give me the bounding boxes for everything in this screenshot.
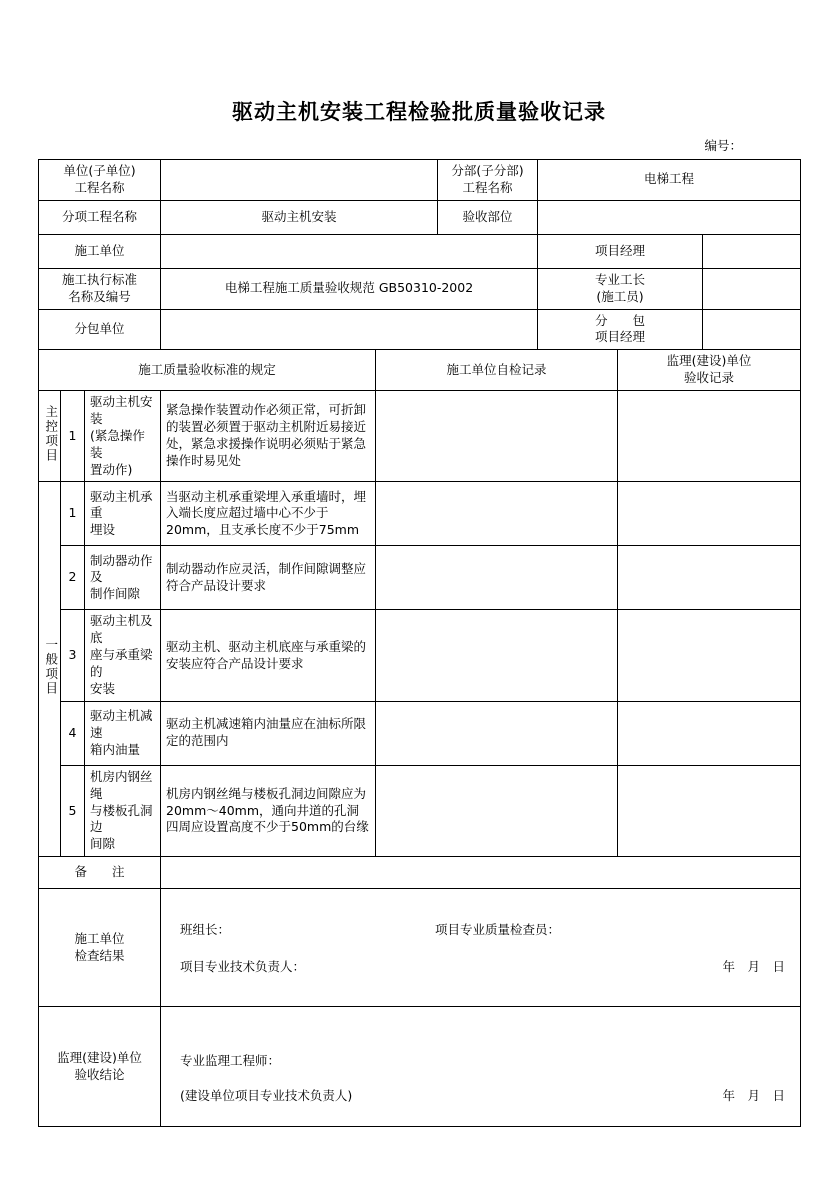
foreman-value[interactable] [703, 268, 801, 309]
item-requirement: 紧急操作装置动作必须正常，可折卸的装置必须置于驱动主机附近易接近处，紧急求援操作说明必须贴于紧急操作时易见处 [161, 391, 376, 482]
item-no: 2 [61, 546, 85, 610]
item-name: 机房内钢丝绳 与楼板孔洞边 间隙 [85, 765, 161, 856]
standard-value[interactable]: 电梯工程施工质量验收规范 GB50310-2002 [161, 268, 538, 309]
inspection-record-table [38, 159, 801, 1127]
table-row [39, 160, 801, 201]
item-supervision-value[interactable] [618, 482, 801, 546]
unit-project-label: 单位(子单位) 工程名称 [39, 160, 161, 201]
item-self-check-value[interactable] [376, 391, 618, 482]
self-check-header: 施工单位自检记录 [376, 350, 618, 391]
sub-project-manager-value[interactable] [703, 309, 801, 350]
supervision-conclusion-label: 监理(建设)单位 验收结论 [39, 1007, 161, 1127]
tech-manager-label: 项目专业技术负责人： [180, 958, 306, 974]
supervision-date-label: 年 月 日 [722, 1087, 786, 1103]
table-row [39, 701, 801, 765]
item-supervision-value[interactable] [618, 701, 801, 765]
construction-date-label: 年 月 日 [722, 958, 786, 974]
table-row [39, 234, 801, 268]
item-no: 1 [61, 482, 85, 546]
standard-provision-header: 施工质量验收标准的规定 [39, 350, 376, 391]
item-requirement: 驱动主机、驱动主机底座与承重梁的安装应符合产品设计要求 [161, 610, 376, 701]
item-no: 4 [61, 701, 85, 765]
item-name: 驱动主机承重 埋设 [85, 482, 161, 546]
project-manager-label: 项目经理 [538, 234, 703, 268]
table-row [39, 546, 801, 610]
item-self-check-value[interactable] [376, 610, 618, 701]
table-row [39, 857, 801, 889]
supervision-engineer-label: 专业监理工程师： [180, 1052, 281, 1068]
item-supervision-value[interactable] [618, 765, 801, 856]
foreman-label: 专业工长 (施工员) [538, 268, 703, 309]
unit-project-value[interactable] [161, 160, 438, 201]
item-requirement: 当驱动主机承重梁埋入承重墙时，埋入端长度应超过墙中心不少于20mm，且支承长度不少于75mm [161, 482, 376, 546]
main-control-section-label: 主控项目 [39, 391, 61, 482]
acceptance-part-value[interactable] [538, 200, 801, 234]
table-row [39, 268, 801, 309]
item-self-check-value[interactable] [376, 765, 618, 856]
sub-project-manager-label: 分 包 项目经理 [538, 309, 703, 350]
table-header-row [39, 350, 801, 391]
item-name: 驱动主机安装 (紧急操作装 置动作) [85, 391, 161, 482]
item-name: 驱动主机减速 箱内油量 [85, 701, 161, 765]
item-self-check-value[interactable] [376, 701, 618, 765]
page-title: 驱动主机安装工程检验批质量验收记录 [232, 100, 606, 124]
subcontractor-value[interactable] [161, 309, 538, 350]
subitem-project-value[interactable]: 驱动主机安装 [161, 200, 438, 234]
record-number-label: 编号： [704, 138, 742, 153]
subitem-project-label: 分项工程名称 [39, 200, 161, 234]
construction-unit-tech-label: (建设单位项目专业技术负责人) [180, 1087, 353, 1103]
table-row [39, 765, 801, 856]
team-leader-label: 班组长： [180, 921, 231, 937]
quality-inspector-label: 项目专业质量检查员： [435, 921, 561, 937]
project-manager-value[interactable] [703, 234, 801, 268]
table-row [39, 200, 801, 234]
item-requirement: 机房内钢丝绳与楼板孔洞边间隙应为20mm～40mm，通向井道的孔洞四周应设置高度不少于50mm的台缘 [161, 765, 376, 856]
item-requirement: 制动器动作应灵活，制作间隙调整应符合产品设计要求 [161, 546, 376, 610]
division-project-value[interactable]: 电梯工程 [538, 160, 801, 201]
supervision-conclusion-value[interactable] [161, 1007, 801, 1127]
item-no: 5 [61, 765, 85, 856]
table-row [39, 482, 801, 546]
supervision-header: 监理(建设)单位 验收记录 [618, 350, 801, 391]
remark-label: 备 注 [39, 857, 161, 889]
item-supervision-value[interactable] [618, 546, 801, 610]
division-project-label: 分部(子分部) 工程名称 [438, 160, 538, 201]
standard-label: 施工执行标准 名称及编号 [39, 268, 161, 309]
table-row [39, 610, 801, 701]
construction-unit-label: 施工单位 [39, 234, 161, 268]
general-section-label: 一般项目 [39, 482, 61, 857]
acceptance-part-label: 验收部位 [438, 200, 538, 234]
item-self-check-value[interactable] [376, 546, 618, 610]
construction-unit-value[interactable] [161, 234, 538, 268]
construction-check-result-label: 施工单位 检查结果 [39, 889, 161, 1007]
item-requirement: 驱动主机减速箱内油量应在油标所限定的范围内 [161, 701, 376, 765]
subcontractor-label: 分包单位 [39, 309, 161, 350]
item-name: 制动器动作及 制作间隙 [85, 546, 161, 610]
remark-value[interactable] [161, 857, 801, 889]
item-supervision-value[interactable] [618, 391, 801, 482]
construction-check-result-value[interactable] [161, 889, 801, 1007]
table-row [39, 1007, 801, 1127]
table-row [39, 391, 801, 482]
item-no: 1 [61, 391, 85, 482]
item-no: 3 [61, 610, 85, 701]
table-row [39, 309, 801, 350]
item-supervision-value[interactable] [618, 610, 801, 701]
table-row [39, 889, 801, 1007]
item-name: 驱动主机及底 座与承重梁的 安装 [85, 610, 161, 701]
item-self-check-value[interactable] [376, 482, 618, 546]
